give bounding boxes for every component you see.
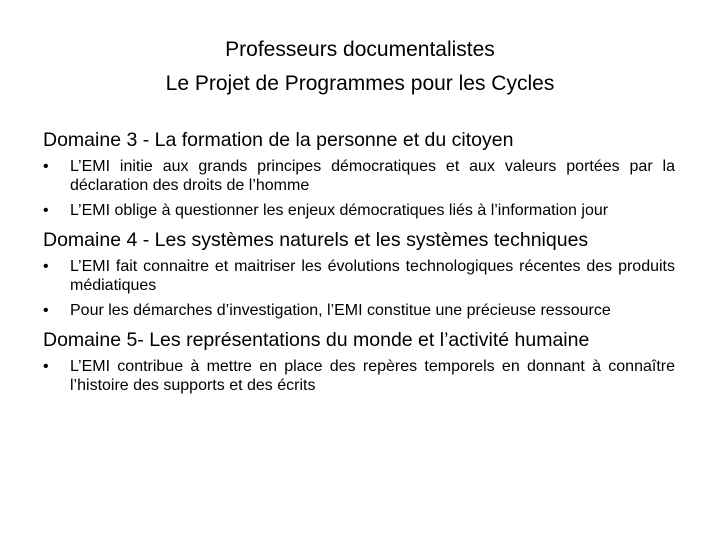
bullet-item <box>43 201 675 220</box>
bullet-text: L’EMI contribue à mettre en place des repères temporels en donnant à connaître l’histoire des supports et des écrits <box>70 358 675 394</box>
bullet-item <box>43 357 675 395</box>
slide-title <box>0 36 720 98</box>
bullet-dot-icon: • <box>43 358 49 375</box>
bullet-dot-icon: • <box>43 202 49 219</box>
bullet-text: Pour les démarches d’investigation, l’EMI constitue une précieuse ressource <box>70 302 611 319</box>
domain-5-section <box>43 328 675 395</box>
bullet-dot-icon: • <box>43 258 49 275</box>
domain-3-heading: Domaine 3 - La formation de la personne et du citoyen <box>43 129 514 151</box>
bullet-dot-icon: • <box>43 302 49 319</box>
domain-4-section <box>43 228 675 320</box>
bullet-text: L’EMI oblige à questionner les enjeux démocratiques liés à l’information jour <box>70 202 609 219</box>
bullet-text: L’EMI initie aux grands principes démocratiques et aux valeurs portées par la déclaration des droits de l’homme <box>70 158 675 194</box>
bullet-dot-icon: • <box>43 158 49 175</box>
slide-content <box>43 128 675 401</box>
bullet-text: L’EMI fait connaitre et maitriser les évolutions technologiques récentes des produits médiatiques <box>70 258 675 294</box>
domain-3-section <box>43 128 675 220</box>
domain-3-bullets <box>43 157 675 220</box>
domain-5-heading: Domaine 5- Les représentations du monde et l’activité humaine <box>43 329 590 351</box>
domain-4-heading: Domaine 4 - Les systèmes naturels et les systèmes techniques <box>43 229 589 251</box>
domain-4-bullets <box>43 257 675 320</box>
title-line-2: Le Projet de Programmes pour les Cycles <box>165 72 555 95</box>
bullet-item <box>43 157 675 195</box>
bullet-item <box>43 257 675 295</box>
title-line-1: Professeurs documentalistes <box>225 38 495 61</box>
domain-5-bullets <box>43 357 675 395</box>
bullet-item <box>43 301 675 320</box>
